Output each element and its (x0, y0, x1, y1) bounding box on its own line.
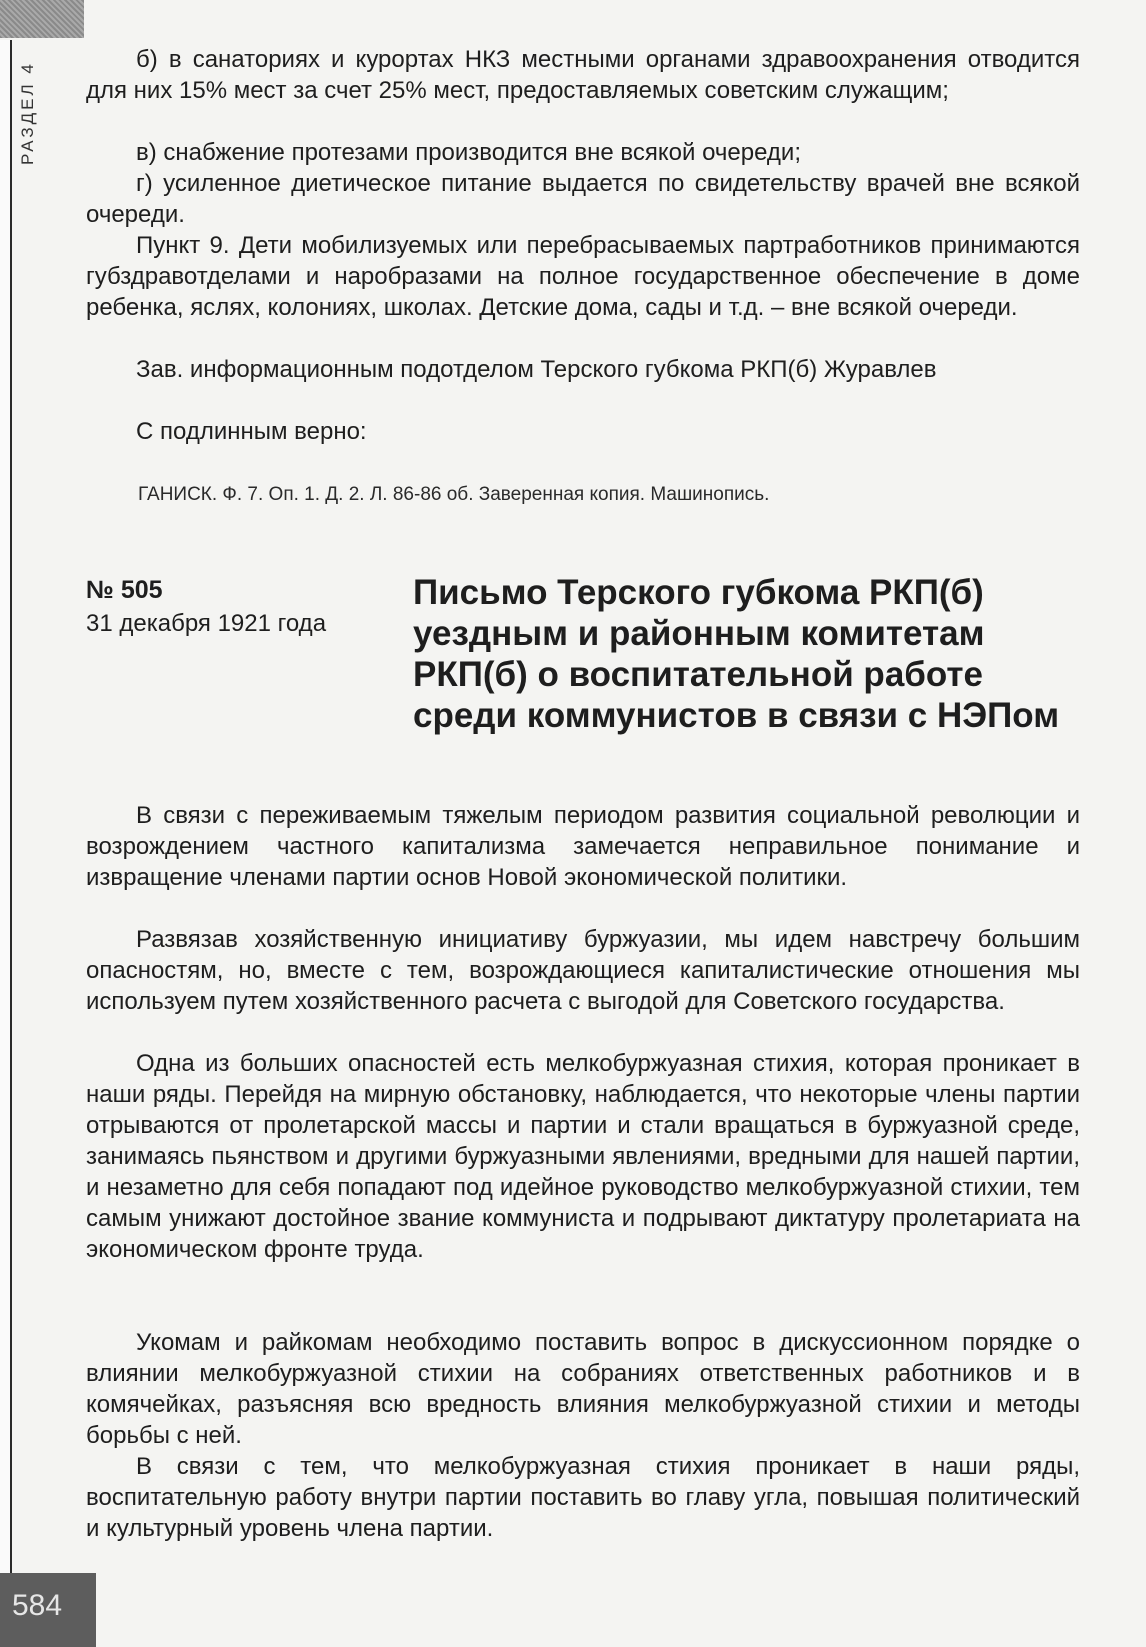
body-paragraph: В связи с тем, что мелкобуржуазная стихия проникает в наши ряды, воспитательную работу внутри партии поставить во главу угла, повышая политический и культурный уровень члена партии. (86, 1453, 1080, 1542)
body-paragraph: Развязав хозяйственную инициативу буржуазии, мы идем навстречу большим опасностям, но, вместе с тем, возрождающиеся капиталистические отношения мы используем путем хозяйственного расчета с выгодой для Советского государства. (86, 926, 1080, 1015)
document-number: № 505 (86, 576, 163, 604)
item-v-text: в) снабжение протезами производится вне всякой очереди; (136, 139, 802, 166)
point-9-text: Пункт 9. Дети мобилизуемых или перебрасываемых партработников принимаются губздравотделами и наробразами на полное государственное обеспечение в доме ребенка, яслях, колониях, школах. Детские дома, сады и т.д. – вне всякой очереди. (86, 232, 1080, 321)
certified-line: С подлинным верно: (136, 418, 367, 445)
signature-line: Зав. информационным подотделом Терского губкома РКП(б) Журавлев (136, 356, 937, 383)
page-number-box (0, 1573, 96, 1647)
body-paragraph: В связи с переживаемым тяжелым периодом развития социальной революции и возрождением частного капитализма замечается неправильное понимание и извращение членами партии основ Новой экономической политики. (86, 802, 1080, 891)
side-border (0, 40, 12, 1615)
corner-decoration (0, 0, 84, 38)
item-g-text: г) усиленное диетическое питание выдается по свидетельству врачей вне всякой очереди. (86, 170, 1080, 228)
document-date: 31 декабря 1921 года (86, 610, 327, 637)
archive-source: ГАНИСК. Ф. 7. Оп. 1. Д. 2. Л. 86-86 об. Заверенная копия. Машинопись. (138, 484, 770, 505)
document-title: Письмо Терского губкома РКП(б) уездным и районным комитетам РКП(б) о воспитательной работе среди коммунистов в связи с НЭПом (413, 573, 1060, 735)
item-b-text: б) в санаториях и курортах НКЗ местными органами здравоохранения отводится для них 15% мест за счет 25% мест, предоставляемых советским служащим; (86, 46, 1080, 104)
body-paragraph: Одна из больших опасностей есть мелкобуржуазная стихия, которая проникает в наши ряды. Перейдя на мирную обстановку, наблюдается, что некоторые члены партии отрываются от пролетарской массы и партии и стали вращаться в буржуазной среде, занимаясь пьянством и другими буржуазными явлениями, вредными для нашей партии, и незаметно для себя попадают под идейное руководство мелкобуржуазной стихии, тем самым унижают достойное звание коммуниста и подрывают диктатуру пролетариата на экономическом фронте труда. (86, 1050, 1080, 1263)
body-paragraph: Укомам и райкомам необходимо поставить вопрос в дискуссионном порядке о влиянии мелкобуржуазной стихии на собраниях ответственных работников и в комячейках, разъясняя всю вредность влияния мелкобуржуазной стихии и методы борьбы с ней. (86, 1329, 1080, 1449)
section-label: РАЗДЕЛ 4 (18, 61, 37, 165)
page-number: 584 (12, 1589, 63, 1622)
